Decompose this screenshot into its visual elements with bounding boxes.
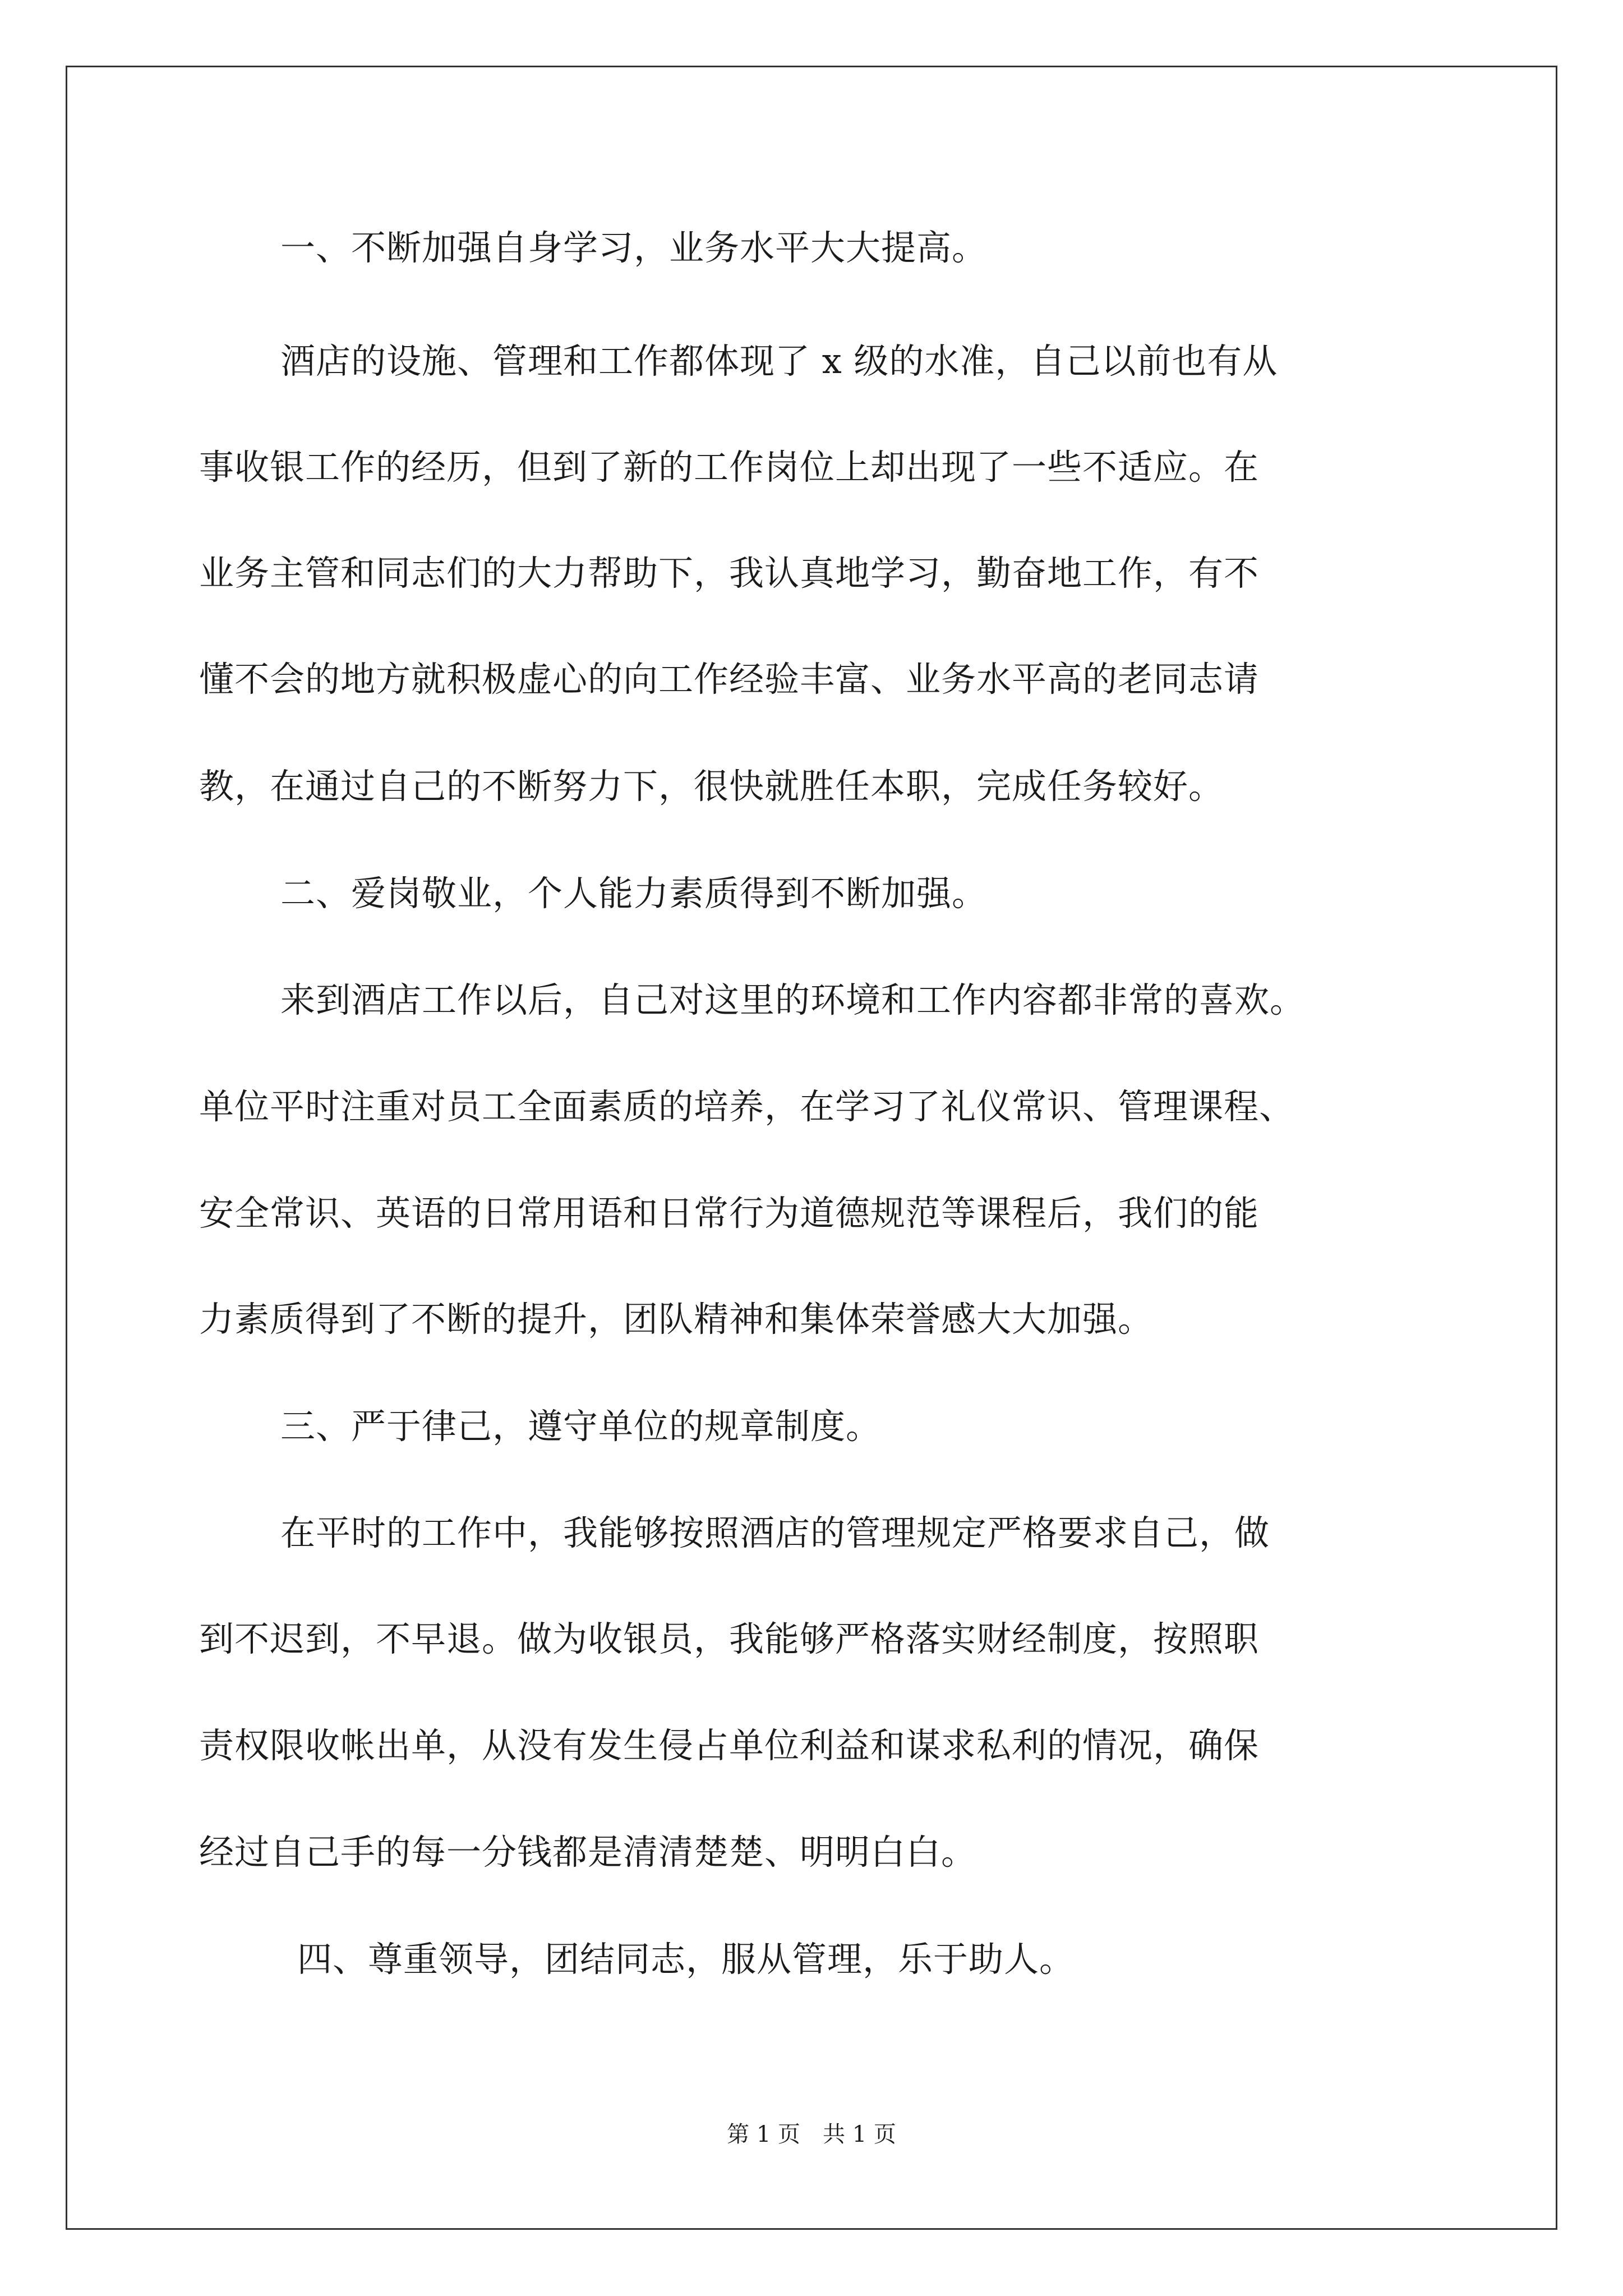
- heading-2: 二、爱岗敬业，个人能力素质得到不断加强。: [280, 873, 988, 914]
- page-border: [66, 66, 1557, 2230]
- paragraph-1-line-5: 教，在通过自己的不断努力下，很快就胜任本职，完成任务较好。: [199, 766, 1224, 807]
- paragraph-2-line-1: 来到酒店工作以后，自己对这里的环境和工作内容都非常的喜欢。: [280, 979, 1306, 1020]
- heading-1: 一、不断加强自身学习，业务水平大大提高。: [280, 227, 988, 268]
- paragraph-3-line-4: 经过自己手的每一分钱都是清清楚楚、明明白白。: [199, 1832, 977, 1872]
- heading-3: 三、严于律己，遵守单位的规章制度。: [280, 1406, 882, 1447]
- paragraph-1-line-1: 酒店的设施、管理和工作都体现了 x 级的水准，自己以前也有从: [280, 341, 1278, 381]
- paragraph-3-line-1: 在平时的工作中，我能够按照酒店的管理规定严格要求自己，做: [280, 1512, 1270, 1553]
- paragraph-2-line-4: 力素质得到了不断的提升，团队精神和集体荣誉感大大加强。: [199, 1299, 1154, 1340]
- paragraph-1-line-4: 懂不会的地方就积极虚心的向工作经验丰富、业务水平高的老同志请: [199, 659, 1260, 700]
- paragraph-1-line-3: 业务主管和同志们的大力帮助下，我认真地学习，勤奋地工作，有不: [199, 553, 1260, 593]
- paragraph-3-line-2: 到不迟到，不早退。做为收银员，我能够严格落实财经制度，按照职: [199, 1618, 1260, 1659]
- paragraph-2-line-3: 安全常识、英语的日常用语和日常行为道德规范等课程后，我们的能: [199, 1193, 1260, 1234]
- paragraph-2-line-2: 单位平时注重对员工全面素质的培养，在学习了礼仪常识、管理课程、: [199, 1086, 1295, 1127]
- heading-4: 四、尊重领导，团结同志，服从管理，乐于助人。: [297, 1939, 1075, 1980]
- paragraph-1-line-2: 事收银工作的经历，但到了新的工作岗位上却出现了一些不适应。在: [199, 447, 1260, 487]
- paragraph-3-line-3: 责权限收帐出单，从没有发生侵占单位利益和谋求私利的情况，确保: [199, 1725, 1260, 1766]
- page-footer: 第 1 页 共 1 页: [727, 2122, 896, 2147]
